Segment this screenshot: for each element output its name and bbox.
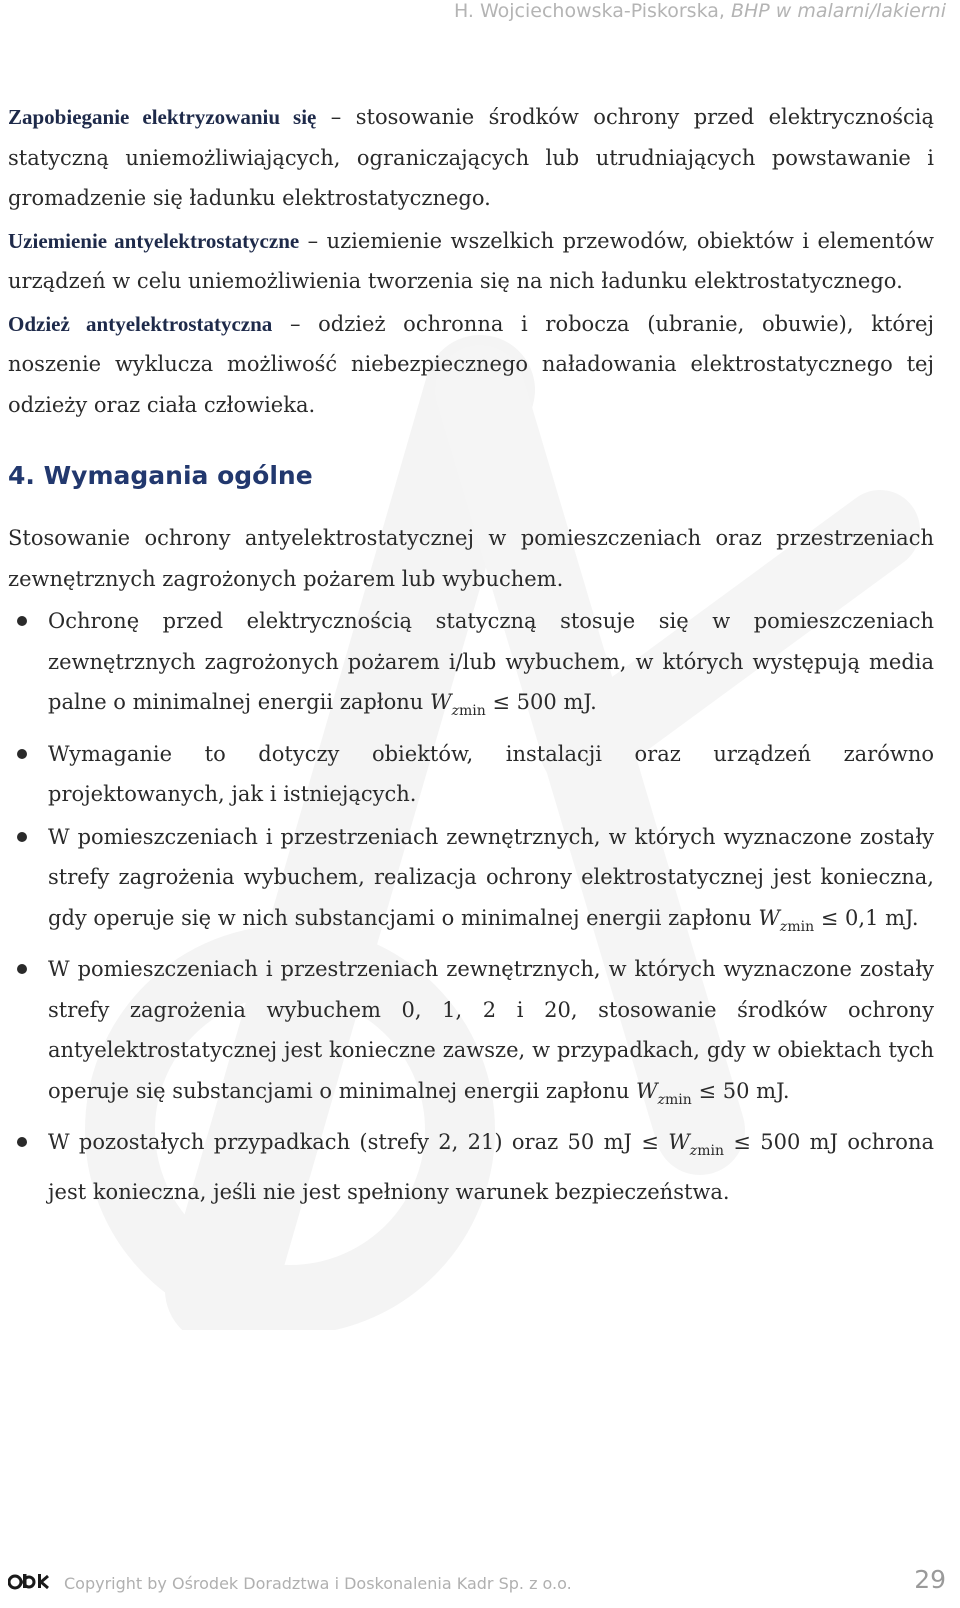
definition-term: Odzież antyelektrostatyczna — [8, 311, 273, 336]
energy-subscript: zmin — [689, 1143, 724, 1159]
definition-term: Zapobieganie elektryzowaniu się — [8, 105, 317, 129]
bullet-icon — [17, 616, 27, 626]
definition-text: – odzież ochronna i robocza (ubranie, obuwie), której noszenie wyklucza możliwość niebezpiecznego naładowania elektrostatycznego tej odzieży oraz ciała człowieka. — [8, 311, 935, 417]
energy-subscript: zmin — [657, 1091, 692, 1108]
page-content — [8, 97, 934, 1214]
energy-symbol: W — [429, 690, 452, 714]
definition-text: – stosowanie środków ochrony przed elektrycznością statyczną uniemożliwiających, ograniczających lub utrudniających powstawanie i gromadzenie się ładunku elektrostatycznego. — [8, 105, 934, 210]
list-item — [8, 734, 934, 815]
list-item-text: Wymaganie to dotyczy obiektów, instalacji oraz urządzeń zarówno projektowanych, jak i istniejących. — [48, 741, 934, 806]
page-footer — [8, 1565, 946, 1599]
page-number: 29 — [914, 1565, 946, 1594]
energy-subscript: zmin — [779, 918, 815, 935]
list-item-text: ≤ 500 mJ. — [485, 690, 597, 714]
list-item-text: W pomieszczeniach i przestrzeniach zewnętrznych, w których wyznaczone zostały strefy zagrożenia wybuchem 0, 1, 2 i 20, stosowanie środków ochrony antyelektrostatycznej jest konieczne zawsze, w przypadkach, gdy w obiektach tych operuje się substancjami o minimalnej energii zapłonu — [48, 957, 934, 1103]
list-item — [8, 1122, 934, 1212]
list-item-text: W pozostałych przypadkach (strefy 2, 21) oraz 50 mJ ≤ — [48, 1130, 669, 1154]
requirements-list — [8, 601, 934, 1212]
definition-term: Uziemienie antyelektrostatyczne — [8, 228, 300, 253]
definition-paragraph — [8, 97, 934, 219]
energy-symbol: W — [636, 1078, 658, 1103]
copyright-notice: Copyright by Ośrodek Doradztwa i Doskonalenia Kadr Sp. z o.o. — [64, 1574, 572, 1593]
list-item-text: Ochronę przed elektrycznością statyczną stosuje się w pomieszczeniach zewnętrznych zagrożonych pożarem i/lub wybuchem, w których występują media palne o minimalnej energii zapłonu — [48, 609, 934, 714]
publisher-logo-icon — [8, 1571, 56, 1591]
list-item — [8, 601, 934, 732]
energy-subscript: zmin — [451, 703, 486, 719]
list-item-text: ≤ 500 mJ ochrona jest konieczna, jeśli nie jest spełniony warunek bezpieczeństwa. — [48, 1130, 934, 1204]
bullet-icon — [17, 749, 27, 759]
bullet-icon — [17, 1137, 27, 1147]
list-item-text: ≤ 0,1 mJ. — [814, 905, 919, 930]
bullet-icon — [17, 832, 27, 842]
definition-text: – uziemienie wszelkich przewodów, obiektów i elementów urządzeń w celu uniemożliwienia tworzenia się na nich ładunku elektrostatycznego. — [8, 228, 934, 293]
list-item-text: W pomieszczeniach i przestrzeniach zewnętrznych, w których wyznaczone zostały strefy zagrożenia wybuchem, realizacja ochrony elektrostatycznej jest konieczna, gdy operuje się w nich substancjami o minimalnej energii zapłonu — [48, 824, 934, 930]
definition-paragraph — [8, 221, 934, 302]
header-author: H. Wojciechowska-Piskorska, — [453, 0, 731, 22]
section-heading: 4. Wymagania ogólne — [8, 461, 313, 490]
energy-symbol: W — [758, 905, 780, 930]
header-book-title: BHP w malarni/lakierni — [730, 0, 946, 22]
list-item — [8, 817, 934, 948]
bullet-icon — [17, 964, 27, 974]
section-intro: Stosowanie ochrony antyelektrostatycznej w pomieszczeniach oraz przestrzeniach zewnętrznych zagrożonych pożarem lub wybuchem. — [8, 526, 934, 591]
definition-paragraph — [8, 304, 934, 426]
running-header — [0, 0, 946, 26]
list-item — [8, 949, 934, 1120]
energy-symbol: W — [668, 1130, 690, 1154]
list-item-text: ≤ 50 mJ. — [691, 1078, 790, 1103]
